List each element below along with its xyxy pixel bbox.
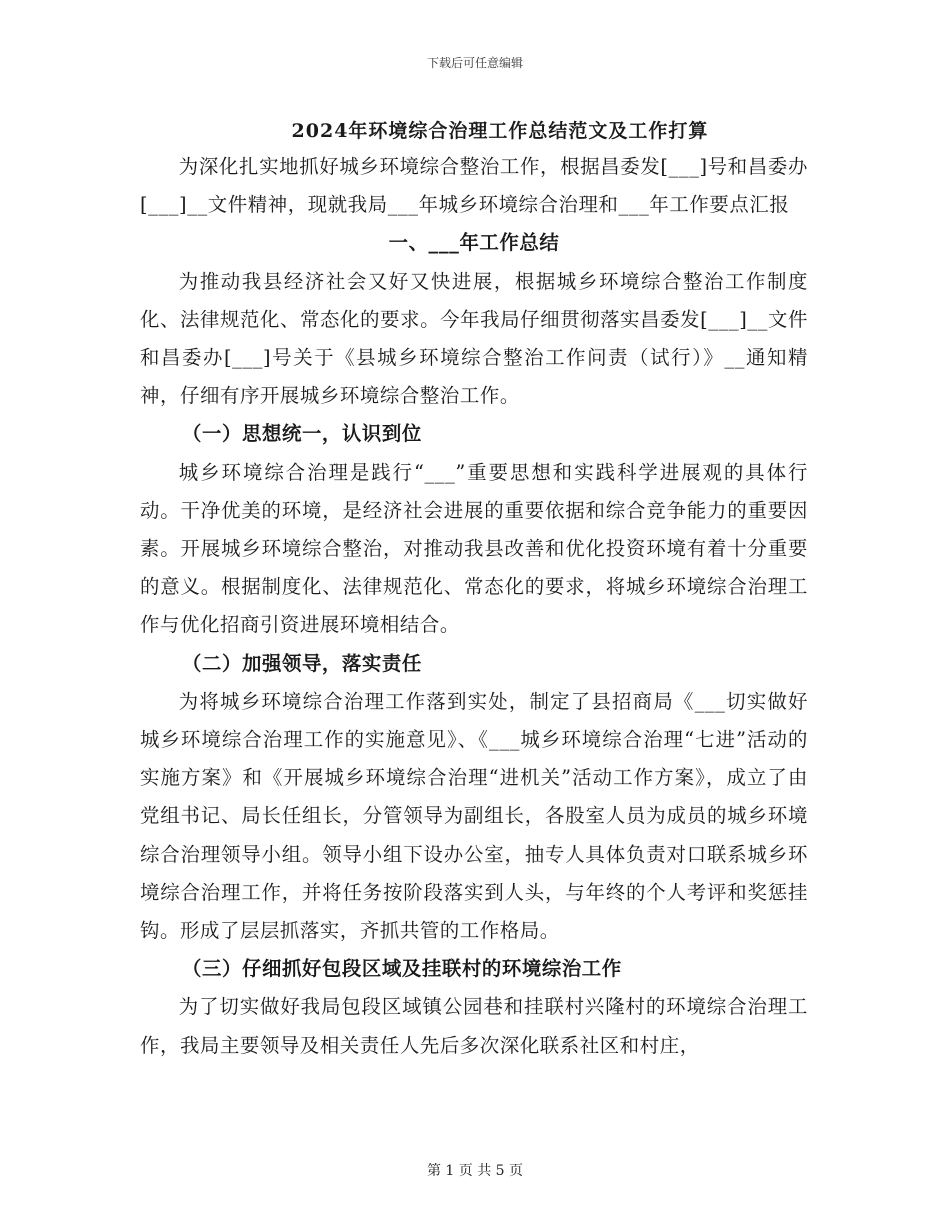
section-heading-1: 一、___年工作总结 xyxy=(388,231,560,255)
subsection-heading-3: （三）仔细抓好包段区域及挂联村的环境综治工作 xyxy=(182,957,622,981)
subsection-1-paragraph: 城乡环境综合治理是践行“___”重要思想和实践科学进展观的具体行动。干净优美的环境，是经济社会进展的重要依据和综合竞争能力的重要因素。开展城乡环境综合整治，对推动我县改善和优化投资环境有着十分重要的意义。根据制度化、法律规范化、常态化的要求，将城乡环境综合治理工作与优化招商引资进展环境相结合。 xyxy=(140,460,808,637)
subsection-heading-2: （二）加强领导，落实责任 xyxy=(182,651,422,675)
page-footer: 第 1 页 共 5 页 xyxy=(426,1163,524,1179)
document-body xyxy=(140,148,808,1065)
intro-paragraph: 为深化扎实地抓好城乡环境综合整治工作，根据昌委发[___]号和昌委办[___]__文件精神，现就我局___年城乡环境综合治理和___年工作要点汇报 xyxy=(140,155,808,217)
subsection-heading-1: （一）思想统一，认识到位 xyxy=(182,422,422,446)
subsection-2-paragraph: 为将城乡环境综合治理工作落到实处，制定了县招商局《___切实做好城乡环境综合治理工作的实施意见》、《___城乡环境综合治理“七进”活动的实施方案》和《开展城乡环境综合治理“进机关”活动工作方案》，成立了由党组书记、局长任组长，分管领导为副组长，各股室人员为成员的城乡环境综合治理领导小组。领导小组下设办公室，抽专人具体负责对口联系城乡环境综合治理工作，并将任务按阶段落实到人头，与年终的个人考评和奖惩挂钩。形成了层层抓落实，齐抓共管的工作格局。 xyxy=(140,689,808,943)
subsection-3-paragraph: 为了切实做好我局包段区域镇公园巷和挂联村兴隆村的环境综合治理工作，我局主要领导及相关责任人先后多次深化联系社区和村庄， xyxy=(140,995,808,1057)
section-1-paragraph: 为推动我县经济社会又好又快进展，根据城乡环境综合整治工作制度化、法律规范化、常态化的要求。今年我局仔细贯彻落实昌委发[___]__文件和昌委办[___]号关于《县城乡环境综合整治工作问责（试行）》__通知精神，仔细有序开展城乡环境综合整治工作。 xyxy=(140,269,808,408)
page-header: 下载后可任意编辑 xyxy=(426,56,523,70)
document-title: 2024年环境综合治理工作总结范文及工作打算 xyxy=(291,120,709,142)
